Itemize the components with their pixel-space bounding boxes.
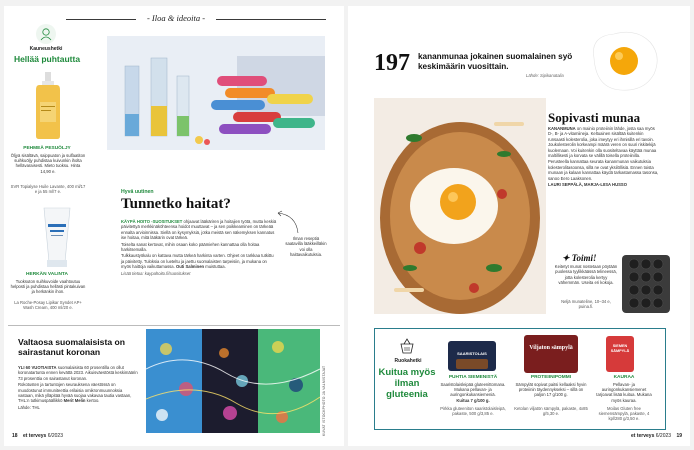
divider [8,325,340,326]
folio-left-issue: 6/2023 [47,433,63,439]
corona-author: Merit Melin [63,398,86,404]
product1-desc: Öljyä sisältävä, saippuaton ja sulfaatiton suihkuöljy puhdistaa kuivunkin iholta hellävaraisesti. Mieto tuoksu. Hinta 14,90 e. [10,153,86,174]
corona-body2: Rokotusten ja tartuntojen seurauksena väestössä on muodostunut immuniteettia erilaisia omikronmuunnoksia vastaan, mikä ylläpitää hyvää suojaa vakavaa tautia vastaan, THL:n tutkimuspäällikkö [18,382,132,404]
corona-body1: suomalaisista 60 prosentilla on ollut koronatartunta ennen kevättä 2023. Aikuisväestöstä keskimäärin 73 prosenttia on sairastanut koronan. [18,365,138,381]
corona-author-suffix: kertoo. [86,398,100,404]
food-product1-desc2: Kuitua 7 g/100 g. [456,398,490,403]
news-author: Outi Salminen [175,264,205,270]
news-body1: ohjaavat lääkäriren ja hoitajien työtä, mutta keskiä päivitettyä merkkinäköhteensa hoidot muuttavat – ja sen poikkeaminen on tärkeää ennalta arvioinnissa. Siellä on kysymyksiä, jotka meistä sen näkemyksen kannatus ise hoitaa, mitä lääkärin ovat tärkeä. [121,219,277,241]
food-product3-name: KAURAA [613,375,635,380]
news-body3: Tulkkaustyökalu on kattava mutta tärkeä harkinta varten. Ohjeet on tarkkaa tutkittu ja päivitetty. Tuloksia on lueteltu ja jaettu suomalaisten tarpeisiin, ja mukana on myös haittoja vaikuttamassa. [121,253,274,270]
article-author: LAURI SEPPÄLÄ, MARJA-LIISA HUSSO [548,182,627,188]
fried-egg-image [584,28,662,94]
basket-icon [398,337,416,355]
egg-toast-photo [374,98,546,314]
beauty-icon [36,24,56,44]
beauty-kicker: Kauneushetki [29,46,63,52]
tip-meta: Neljä munateline, 10–34 e, puina.fi. [561,299,611,310]
news-kicker: Hyvä uutinen [121,189,154,195]
corona-source: Lähde: THL [18,404,40,410]
left-page [4,6,344,446]
folio-left [12,433,63,439]
article-lead: KANANMUNA [548,126,576,131]
product1-meta: SVR Topialyse Huile Lavante, 400 ml/17 e ja 55 ml/7 e. [10,184,86,195]
article-body1: on mainio proteiinin lähde, josta saa myös D-, B- ja A-vitamiineja. Keltuainen sisältää kuitenkin runsaasti kolesterolia, joka imeytyy eri ihmisillä eri tavoin. Joukolesterolin korkeampi määrä veren on suuri riskitekijä kuolemaan. Voi kuitenkin olla suositeltavaa käyttää munaa maltillisesti ja korvata se välillä toisella proteiinilla. [548,126,657,159]
food-product1-meta: Pirkka gluteeniton saaristolaisleipä, pakaste, 500 g/3,85 e. [440,406,506,417]
food-product3-meta: Moilas Gluten free siemensämpylä, pakaste, 4 kpl/280 g/3,50 e. [598,406,650,422]
news-source: Lisää tietoa: kaypahoito.fi/suositukset [121,270,191,276]
corona-title: Valtaosa suomalaisista on sairastanut koronan [18,337,125,357]
news-body-lead: KÄYPÄ HOITO -SUOSITUKSET [121,219,183,224]
article-body2: Perusteella kannattaa seurata kananmunan vaikutuksia kolesterolitasoonsa, sillä ne ovat yksilöllisiä. Ennen toista munaan ja kalaan kannattaa käydä tarkastamassa tasonsa, sanoo Eero Laaksonen. [548,159,659,181]
product1-image [31,70,65,140]
product2-desc: Tuoksuton suihkuvoide vaahtoutuu helposti ja puhdistaa hellästi pintakuivan ja herkänkin ihon. [10,279,86,295]
section-title: - Iloa & ideoita - [146,13,206,23]
news-body [121,219,277,276]
corona-lead: YLI 60 VUOTIAISTA [18,365,57,370]
food-product2-name: PROTEIINIPOMMI [530,375,572,380]
food-product1-desc: Saaristolaisleipää gluteenittomana. Mukana pellavan- ja auringonkukansiemeniä. [440,382,506,398]
side-note: Ilman reseptiä saatavilla lääkkeilläkin voi olla haittavaikutuksia. [285,236,327,258]
food-product2-pkg-label: Viljaton sämpylä [529,345,573,351]
food-product3-pkg-label: SIEMEN SÄMPYLÄ [610,344,630,353]
folio-right-page: 19 [676,433,682,439]
egg-tray-image [622,255,670,313]
headline-number: 197 [374,50,410,76]
product2-image [38,204,78,268]
right-page [348,6,690,446]
tip-title: ✦ Toimi! [562,253,597,263]
folio-right-magazine: et terveys [631,433,655,439]
photo-credit: KUVAT ISTOCKPHOTO JA VALMISTAJAT [322,365,326,436]
product2-name: HERKÄN VALINTA [26,272,68,277]
headline-source: Lähde: Sipikanatalia [526,73,564,78]
food-product3-desc: Pellavan- ja auringonkukansiemenet tarjoavat lisää kuitua. Mukana myös kauraa. [596,382,652,403]
beauty-title: Hellää puhtautta [13,54,81,64]
folio-right [631,433,682,439]
vials-photo [107,36,325,150]
section-rule-left [66,19,136,20]
food-product2-meta: Ketolan viljatön sämpylä, pakaste, 4x85 g/5,30 e. [514,406,588,417]
tip-star-icon: ✦ [562,253,572,263]
product2-meta: La Roche-Posay Lipikar Syndet AP+ Wash Cream, 400 ml/20 e. [14,300,82,311]
food-product1-image [448,341,496,371]
food-kicker: Ruokahetki [394,358,422,364]
news-title: Tunnetko haitat? [121,196,231,212]
folio-right-issue: 6/2023 [655,433,672,439]
food-product3-image [606,336,634,372]
food-product1-bread [456,359,488,369]
product1-name: PEHMEÄ PESUÖLJY [23,146,71,151]
folio-left-page: 18 [12,433,18,439]
food-product2-desc: Sämpylät sopivat paitsi kellaaksi hyvin proteiinin täydennykseksi – sillä on paljon 17 g/100 g. [515,382,587,398]
folio-left-magazine: et terveys [22,433,47,439]
masks-photo [146,329,320,433]
article-title: Sopivasti munaa [548,110,641,125]
article-body [548,126,660,187]
headline-text: kananmunaa jokainen suomalainen syö keskimäärin vuosittain. [418,52,573,71]
corona-body [18,365,138,410]
section-rule-right [216,19,326,20]
tip-body: Keitetyt munat nostetaan pöytään puolessa tyylikkäässä telineessä, jotta kolesterolia kertyy vähemmän. Useita eri kokoja. [554,264,618,286]
news-body2: Toiselta sanat kertovat, mihin osaan koko päämiehen kannattaa olla hoitaa harkitsemalla. [121,241,260,253]
food-product2-image [524,335,578,373]
food-product1-pkg-label: SAARISTOLAIS [457,351,487,356]
food-product1-name: PUHTIA SIEMENISTÄ [448,375,498,380]
side-note-arrow [272,209,302,235]
news-author-suffix: muistuttaa. [205,264,226,270]
food-title: Kuitua myös ilman gluteenia [378,367,436,400]
